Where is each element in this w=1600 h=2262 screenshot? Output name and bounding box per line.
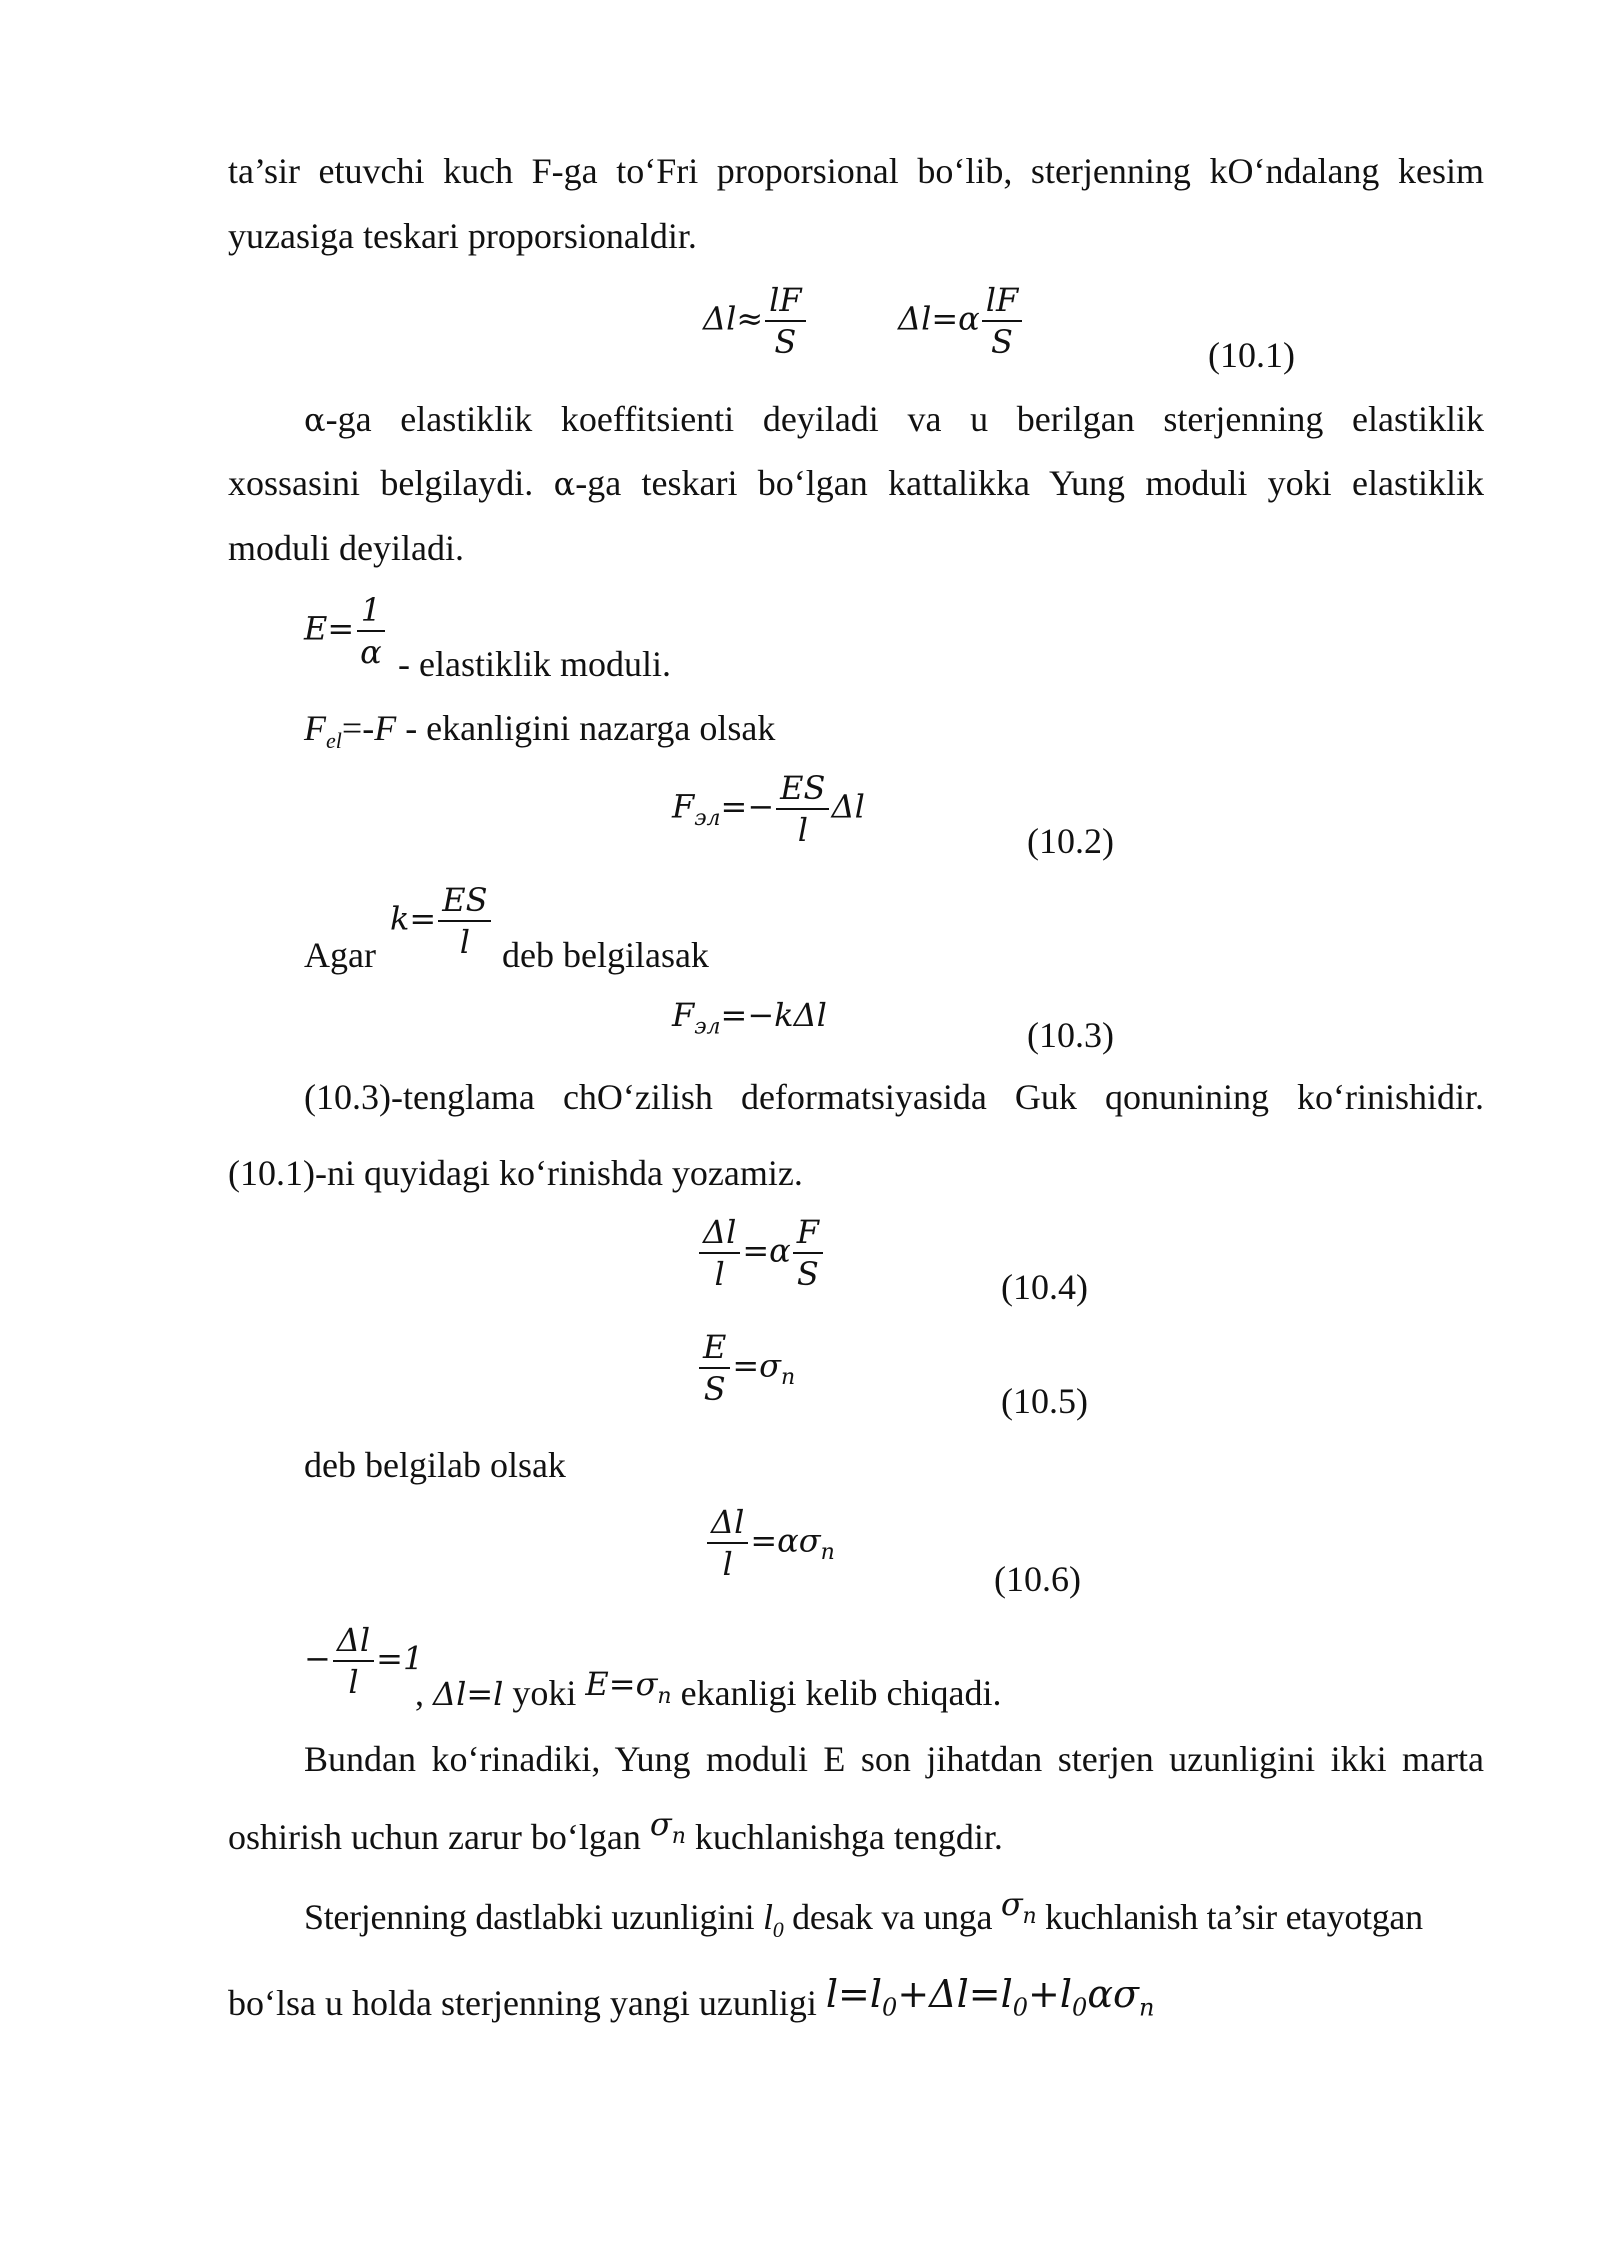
elastic-modulus-caption: - elastiklik moduli. [398,644,671,684]
conclusion-text: , Δl=l yoki $E=\sigma_n$ ekanligi kelib chiqadi. [415,1665,1002,1713]
agar-caption: deb belgilasak [502,935,709,975]
equation-10-1b: Δl=α $\frac{lF}{S}$ [898,280,1024,362]
equation-number-10-3: (10.3) [1027,1015,1114,1055]
paragraph-1-line-1: ta’sir etuvchi kuch F-ga to‘Fri proporsional bo‘lib, sterjenning kO‘ndalang kesim [228,151,1484,191]
paragraph-3-line-1: (10.3)-tenglama chO‘zilish deformatsiyasida Guk qonunining ko‘rinishidir. [304,1077,1484,1117]
paragraph-3-line-2: (10.1)-ni quyidagi ko‘rinishda yozamiz. [228,1153,803,1193]
equation-number-10-5: (10.5) [1001,1381,1088,1421]
equation-k-definition: k= $\frac{ES}{l}$ [390,880,493,962]
paragraph-4-line-2: oshirish uchun zarur bo‘lgan $\sigma_n$ kuchlanishga tengdir. [228,1805,1003,1857]
equation-10-6: $\frac{\Delta l}{l}$ $=\alpha\sigma_n$ [705,1502,835,1584]
equation-10-5: $\frac{E}{S}$ $=\sigma_n$ [697,1327,795,1409]
agar-word: Agar [304,935,376,975]
equation-10-2: $F_{эл}=-$ $\frac{ES}{l}$ Δl [672,769,865,849]
equation-elastic-modulus: E= $\frac{1}{\alpha}$ [304,590,388,672]
paragraph-2-line-2: xossasini belgilaydi. α-ga teskari bo‘lgan kattalikka Yung moduli yoki elastiklik [228,463,1484,503]
paragraph-1-line-2: yuzasiga teskari proporsionaldir. [228,216,697,256]
paragraph-5-line-1: Sterjenning dastlabki uzunligini $l_0$ desak va unga $\sigma_n$ kuchlanish ta’sir etayotgan [304,1885,1423,1943]
new-length-formula: $l=l_0+\Delta l=l_0+l_0\alpha\sigma_n$ [825,1972,1155,2022]
paragraph-4-line-1: Bundan ko‘rinadiki, Yung moduli E son jihatdan sterjen uzunligini ikki marta [304,1739,1484,1779]
deb-belgilab-line: deb belgilab olsak [304,1445,566,1485]
fel-line: $F_{el}=-F$ - ekanligini nazarga olsak [304,708,776,754]
equation-number-10-2: (10.2) [1027,821,1114,861]
paragraph-5-line-2: bo‘lsa u holda sterjenning yangi uzunligi $l=l_0+\Delta l=l_0+l_0\alpha\sigma_n$ [228,1972,1155,2023]
equation-10-1a: Δl≈ $\frac{lF}{S}$ [703,280,808,362]
paragraph-2-line-1: α-ga elastiklik koeffitsienti deyiladi va u berilgan sterjenning elastiklik [304,399,1484,439]
equation-number-10-6: (10.6) [994,1559,1081,1599]
equation-number-10-4: (10.4) [1001,1267,1088,1307]
paragraph-2-line-3: moduli deyiladi. [228,528,464,568]
equation-10-4: $\frac{\Delta l}{l}$ =α $\frac{F}{S}$ [697,1212,825,1294]
conclusion-fraction: − $\frac{\Delta l}{l}$ =1 [304,1621,424,1701]
equation-10-3: $F_{эл}=-k\Delta l$ [672,996,827,1040]
equation-number-10-1: (10.1) [1208,335,1295,375]
